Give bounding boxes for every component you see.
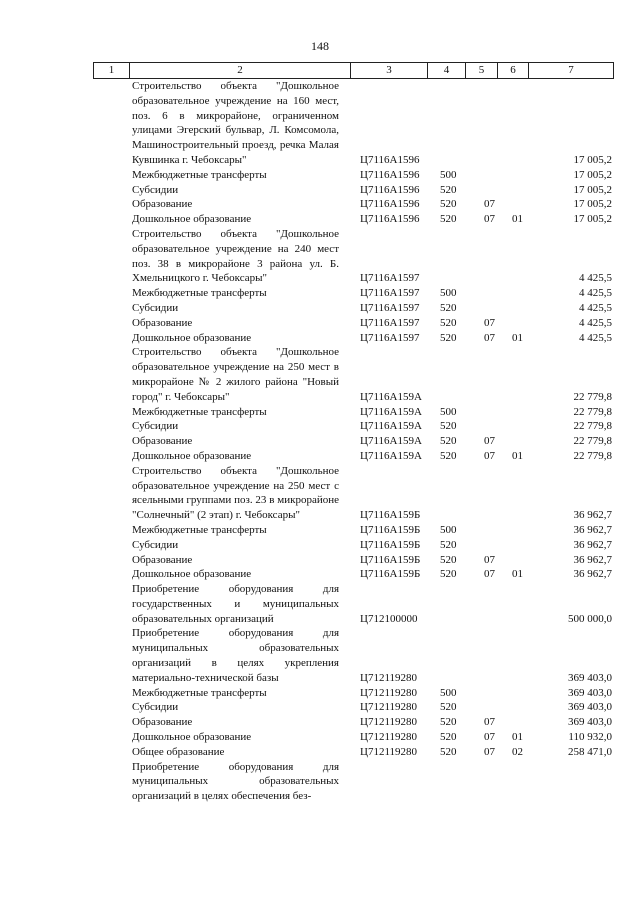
row-expense-type: 520 [440,538,457,551]
row-name: Образование [132,716,193,729]
row-amount: 36 962,7 [573,553,612,566]
row-target-code: Ц7116А159Б [360,538,421,551]
row-name: Дошкольное образование [132,449,252,462]
table-body [0,79,640,804]
table-row [0,434,640,449]
row-expense-type: 500 [440,287,457,300]
row-target-code: Ц7116А1596 [360,183,420,196]
table-row [0,345,640,404]
header-col-5: 5 [466,63,498,78]
row-section: 07 [484,331,495,344]
table-row [0,301,640,316]
row-target-code: Ц712119280 [360,716,418,729]
row-name: Межбюджетные трансферты [132,168,267,181]
row-expense-type: 520 [440,745,457,758]
row-amount: 17 005,2 [573,198,612,211]
table-row [0,316,640,331]
table-row [0,715,640,730]
row-subsection: 01 [512,213,523,226]
row-name: Образование [132,553,193,566]
header-col-7: 7 [529,63,614,78]
row-name: Межбюджетные трансферты [132,405,267,418]
row-target-code: Ц7116А159Б [360,509,421,522]
row-amount: 4 425,5 [579,316,612,329]
row-amount: 369 403,0 [568,716,612,729]
table-row [0,286,640,301]
row-amount: 36 962,7 [573,568,612,581]
row-expense-type: 520 [440,449,457,462]
row-amount: 36 962,7 [573,523,612,536]
row-expense-type: 520 [440,716,457,729]
table-row [0,626,640,685]
table-row [0,212,640,227]
table-row [0,686,640,701]
row-amount: 4 425,5 [579,331,612,344]
row-subsection: 01 [512,568,523,581]
table-row [0,464,640,523]
row-target-code: Ц7116А1596 [360,213,420,226]
row-target-code: Ц7116А1597 [360,316,420,329]
row-subsection: 01 [512,331,523,344]
row-section: 07 [484,213,495,226]
table-row [0,331,640,346]
header-col-4: 4 [428,63,466,78]
row-name: Образование [132,198,193,211]
row-section: 07 [484,449,495,462]
row-target-code: Ц7116А159Б [360,568,421,581]
table-row [0,168,640,183]
row-target-code: Ц712119280 [360,731,418,744]
row-target-code: Ц712119280 [360,671,418,684]
table-row [0,419,640,434]
row-expense-type: 520 [440,731,457,744]
row-name: Дошкольное образование [132,331,252,344]
row-target-code: Ц712100000 [360,612,418,625]
header-col-1: 1 [93,63,130,78]
table-row [0,760,640,804]
row-target-code: Ц712119280 [360,745,418,758]
row-section: 07 [484,716,495,729]
row-section: 07 [484,568,495,581]
row-target-code: Ц7116А159А [360,405,422,418]
row-expense-type: 520 [440,701,457,714]
row-amount: 17 005,2 [573,153,612,166]
table-row [0,745,640,760]
row-target-code: Ц7116А159Б [360,553,421,566]
table-row [0,449,640,464]
row-amount: 500 000,0 [568,612,612,625]
table-row [0,582,640,626]
row-name: Образование [132,316,193,329]
row-amount: 22 779,8 [573,435,612,448]
row-name: Приобретение оборудования для муниципальных образовательных организаций в целях обеспечения без- [132,760,339,803]
row-amount: 369 403,0 [568,671,612,684]
row-target-code: Ц7116А159А [360,420,422,433]
row-target-code: Ц7116А1596 [360,198,420,211]
row-name: Субсидии [132,183,179,196]
row-name: Субсидии [132,538,179,551]
row-amount: 369 403,0 [568,701,612,714]
row-target-code: Ц7116А1597 [360,301,420,314]
row-name: Субсидии [132,420,179,433]
row-section: 07 [484,198,495,211]
row-section: 07 [484,435,495,448]
row-name: Строительство объекта "Дошкольное образовательное учреждение на 160 мест, поз. 6 в микрорайоне, ограниченном улицами Эгерский бульвар, Л. Комсомола, Машиностроительный проезд, речка Малая Кувшинка г. Чебоксары" [132,80,339,166]
row-amount: 4 425,5 [579,301,612,314]
row-section: 07 [484,553,495,566]
row-target-code: Ц7116А159А [360,449,422,462]
row-name: Приобретение оборудования для государственных и муниципальных образовательных организаций [132,583,339,625]
row-section: 07 [484,731,495,744]
row-amount: 22 779,8 [573,405,612,418]
row-amount: 258 471,0 [568,745,612,758]
table-row [0,700,640,715]
row-subsection: 02 [512,745,523,758]
row-expense-type: 520 [440,435,457,448]
row-amount: 110 932,0 [568,731,612,744]
row-amount: 369 403,0 [568,686,612,699]
table-row [0,197,640,212]
row-expense-type: 520 [440,301,457,314]
row-target-code: Ц7116А159Б [360,523,421,536]
table-row [0,405,640,420]
table-row [0,227,640,286]
row-target-code: Ц7116А1596 [360,153,420,166]
row-name: Строительство объекта "Дошкольное образовательное учреждение на 250 мест с ясельными группами поз. 23 в микрорайоне "Солнечный" (2 этап) г. Чебоксары" [132,464,339,522]
row-target-code: Ц7116А159А [360,435,422,448]
row-amount: 17 005,2 [573,213,612,226]
row-name: Дошкольное образование [132,213,252,226]
row-amount: 22 779,8 [573,390,612,403]
row-name: Межбюджетные трансферты [132,287,267,300]
row-section: 07 [484,745,495,758]
header-col-3: 3 [351,63,428,78]
row-expense-type: 520 [440,331,457,344]
row-subsection: 01 [512,731,523,744]
row-expense-type: 520 [440,568,457,581]
row-expense-type: 520 [440,198,457,211]
row-expense-type: 520 [440,183,457,196]
row-expense-type: 520 [440,553,457,566]
row-expense-type: 500 [440,168,457,181]
row-expense-type: 500 [440,686,457,699]
row-amount: 17 005,2 [573,168,612,181]
row-name: Образование [132,435,193,448]
row-name: Приобретение оборудования для муниципальных образовательных организаций в целях укрепления материально-технической базы [132,627,339,684]
row-name: Строительство объекта "Дошкольное образовательное учреждение на 240 мест поз. 38 в микрорайоне 3 района ул. Б. Хмельницкого г. Чебоксары" [132,227,339,285]
row-name: Строительство объекта "Дошкольное образовательное учреждение на 250 мест в микрорайоне № 2 жилого района "Новый город" г. Чебоксары" [132,346,339,403]
table-row [0,79,640,168]
row-name: Межбюджетные трансферты [132,523,267,536]
row-name: Дошкольное образование [132,731,252,744]
row-name: Межбюджетные трансферты [132,686,267,699]
row-expense-type: 500 [440,405,457,418]
row-amount: 22 779,8 [573,449,612,462]
row-amount: 4 425,5 [579,287,612,300]
row-name: Общее образование [132,745,225,758]
row-subsection: 01 [512,449,523,462]
row-target-code: Ц7116А1596 [360,168,420,181]
table-row [0,538,640,553]
row-amount: 36 962,7 [573,509,612,522]
row-target-code: Ц7116А1597 [360,331,420,344]
row-target-code: Ц7116А159А [360,390,422,403]
row-target-code: Ц712119280 [360,701,418,714]
table-row [0,183,640,198]
row-name: Субсидии [132,301,179,314]
table-row [0,730,640,745]
row-amount: 22 779,8 [573,420,612,433]
row-amount: 36 962,7 [573,538,612,551]
row-target-code: Ц712119280 [360,686,418,699]
row-section: 07 [484,316,495,329]
table-row [0,567,640,582]
row-name: Субсидии [132,701,179,714]
page-number: 148 [311,39,329,53]
table-row [0,523,640,538]
row-expense-type: 520 [440,316,457,329]
row-target-code: Ц7116А1597 [360,287,420,300]
row-expense-type: 520 [440,420,457,433]
row-expense-type: 500 [440,523,457,536]
row-amount: 4 425,5 [579,272,612,285]
row-expense-type: 520 [440,213,457,226]
table-header [93,62,614,79]
header-col-2: 2 [130,63,351,78]
table-row [0,553,640,568]
header-col-6: 6 [498,63,529,78]
row-target-code: Ц7116А1597 [360,272,420,285]
row-amount: 17 005,2 [573,183,612,196]
row-name: Дошкольное образование [132,568,252,581]
